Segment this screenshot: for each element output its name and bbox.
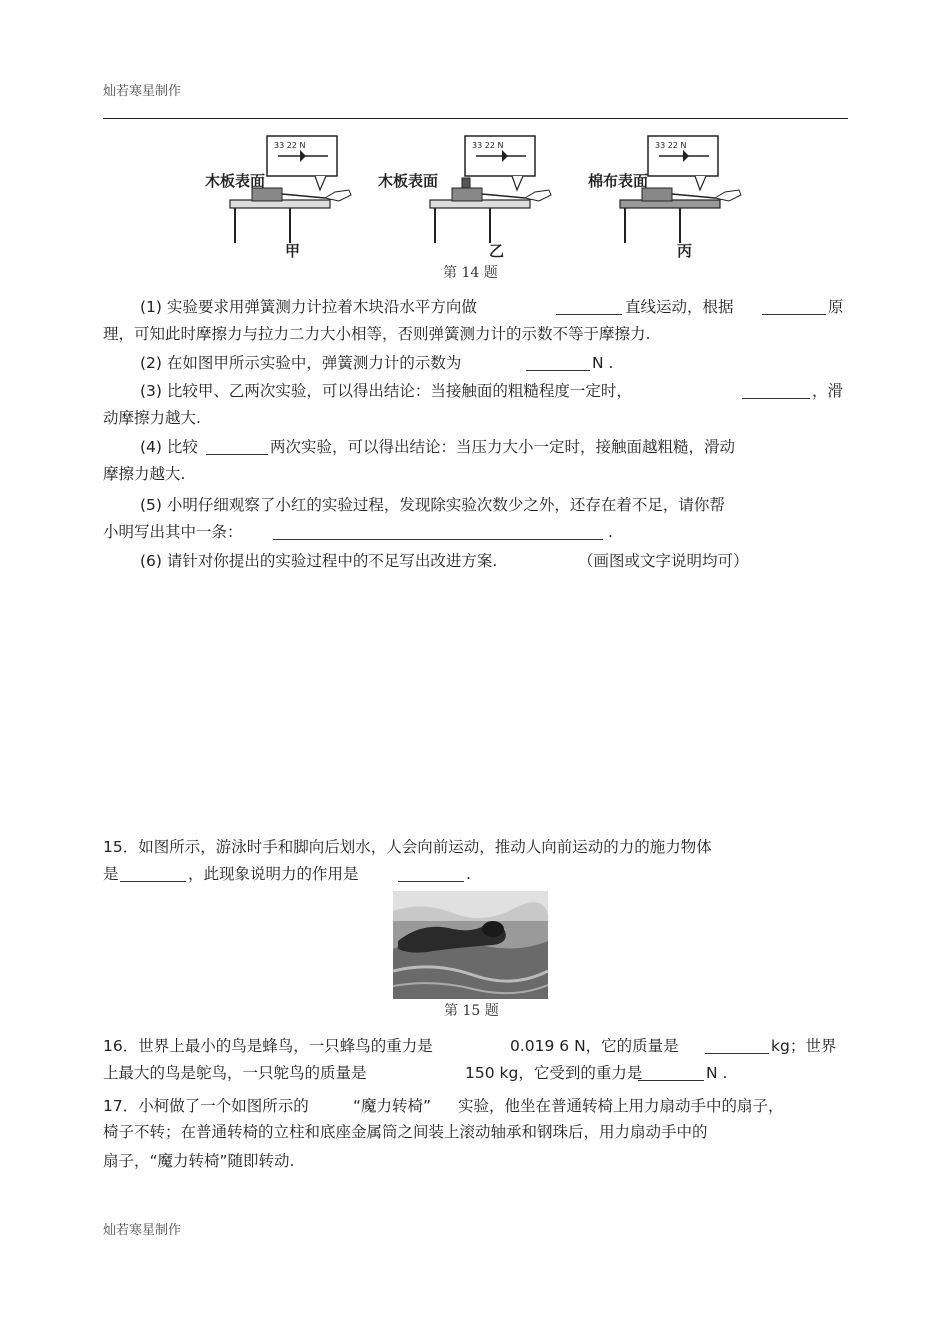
q14-part4-text-a: (4) 比较 <box>140 438 198 456</box>
q15-text-a: 是 <box>103 865 119 883</box>
spring-icon <box>482 194 525 198</box>
q14-part3-text-a: (3) 比较甲、乙两次实验，可以得出结论：当接触面的粗糙程度一定时， <box>140 382 632 400</box>
q15-text-b: ，此现象说明力的作用是 <box>188 865 359 883</box>
surface-label-bing: 棉布表面 <box>588 172 649 190</box>
q16-text-d: 上最大的鸟是鸵鸟，一只鸵鸟的质量是 <box>103 1064 367 1082</box>
spring-scale-gauge-icon <box>465 136 535 190</box>
q14-part2-text-b: N . <box>592 354 614 372</box>
panel-label-jia: 甲 <box>285 242 301 260</box>
q14-part1-line1 <box>140 297 477 317</box>
q17-text-c: 实验，他坐在普通转椅上用力扇动手中的扇子， <box>458 1097 784 1115</box>
q14-blank-reading[interactable] <box>526 356 590 371</box>
q14-part5-text-c: . <box>608 523 613 541</box>
wood-block-icon <box>452 188 482 201</box>
table-icon <box>230 200 330 243</box>
spring-icon <box>672 194 715 198</box>
q14-part1-text-c: 原 <box>828 298 844 316</box>
q14-part4-text-b: 两次实验，可以得出结论：当压力大小一定时，接触面越粗糙，滑动 <box>270 438 736 456</box>
q15-blank-object[interactable] <box>120 867 186 882</box>
spring-scale-gauge-icon <box>267 136 337 190</box>
table-icon <box>430 200 530 243</box>
q16-text-c: kg；世界 <box>771 1037 837 1055</box>
surface-label-jia: 木板表面 <box>205 172 266 190</box>
svg-text:33 22 N: 33 22 N <box>655 141 687 150</box>
q14-part1-text-b: 直线运动，根据 <box>625 298 734 316</box>
panel-label-bing: 丙 <box>677 242 693 260</box>
q14-blank-shortcoming[interactable] <box>273 525 603 540</box>
hand-icon <box>715 190 741 201</box>
q15-blank-interaction[interactable] <box>398 867 464 882</box>
weight-icon <box>462 178 470 188</box>
q16-text-b: 0.019 6 N，它的质量是 <box>510 1037 679 1055</box>
figure-14-caption: 第 14 题 <box>443 265 498 281</box>
hand-icon <box>525 190 551 201</box>
figure-15-caption: 第 15 题 <box>444 1003 499 1019</box>
q14-part6-text-a: (6) 请针对你提出的实验过程中的不足写出改进方案. <box>140 552 498 570</box>
q16-text-e: 150 kg，它受到的重力是 <box>465 1064 643 1082</box>
figure-14-drawing <box>190 128 760 283</box>
q17-line3: 扇子，“魔力转椅”随即转动. <box>103 1152 295 1170</box>
figure-14 <box>190 128 760 283</box>
q17-text-b: “魔力转椅” <box>353 1097 432 1115</box>
q14-part3-line2: 动摩擦力越大. <box>103 409 201 427</box>
q14-blank-compare[interactable] <box>206 440 268 455</box>
q14-part5-text-b: 小明写出其中一条： <box>103 523 243 541</box>
svg-text:33 22 N: 33 22 N <box>274 141 306 150</box>
footer-watermark: 灿若寒星制作 <box>103 1223 182 1238</box>
spring-scale-gauge-icon <box>648 136 718 190</box>
swimmer-photo <box>393 891 548 999</box>
q16-blank-gravity[interactable] <box>638 1066 704 1081</box>
q15-text-c: . <box>466 865 471 883</box>
swimmer-photo-drawing <box>393 891 548 999</box>
q16-blank-mass[interactable] <box>705 1039 769 1054</box>
q17-line2: 椅子不转；在普通转椅的立柱和底座金属筒之间装上滚动轴承和钢珠后，用力扇动手中的 <box>103 1123 708 1141</box>
header-divider <box>103 118 848 119</box>
q14-part1-text-a: (1) 实验要求用弹簧测力计拉着木块沿水平方向做 <box>140 298 477 316</box>
q14-part2-text-a: (2) 在如图甲所示实验中，弹簧测力计的示数为 <box>140 354 462 372</box>
q14-part4-line2: 摩擦力越大. <box>103 465 186 483</box>
svg-text:33 22 N: 33 22 N <box>472 141 504 150</box>
q14-blank-motion[interactable] <box>556 300 622 315</box>
surface-label-yi: 木板表面 <box>378 172 439 190</box>
hand-icon <box>325 190 351 201</box>
spring-icon <box>282 194 325 198</box>
q14-part3-text-b: ，滑 <box>812 382 844 400</box>
panel-yi <box>430 136 551 243</box>
q17-text-a: 17．小柯做了一个如图所示的 <box>103 1097 309 1115</box>
q16-text-a: 16．世界上最小的鸟是蜂鸟，一只蜂鸟的重力是 <box>103 1037 433 1055</box>
q14-blank-conclusion[interactable] <box>742 384 810 399</box>
q14-part5-line1: (5) 小明仔细观察了小红的实验过程，发现除实验次数少之外，还存在着不足，请你帮 <box>140 496 725 514</box>
q14-part1-line2: 理，可知此时摩擦力与拉力二力大小相等，否则弹簧测力计的示数不等于摩擦力. <box>103 325 651 343</box>
table-icon <box>620 200 720 243</box>
panel-label-yi: 乙 <box>489 242 505 260</box>
q15-line1: 15．如图所示，游泳时手和脚向后划水，人会向前运动，推动人向前运动的力的施力物体 <box>103 838 712 856</box>
q14-blank-principle[interactable] <box>762 300 826 315</box>
q14-part6-text-b: （画图或文字说明均可） <box>578 552 749 570</box>
header-watermark: 灿若寒星制作 <box>103 84 182 99</box>
q16-text-f: N . <box>706 1064 728 1082</box>
